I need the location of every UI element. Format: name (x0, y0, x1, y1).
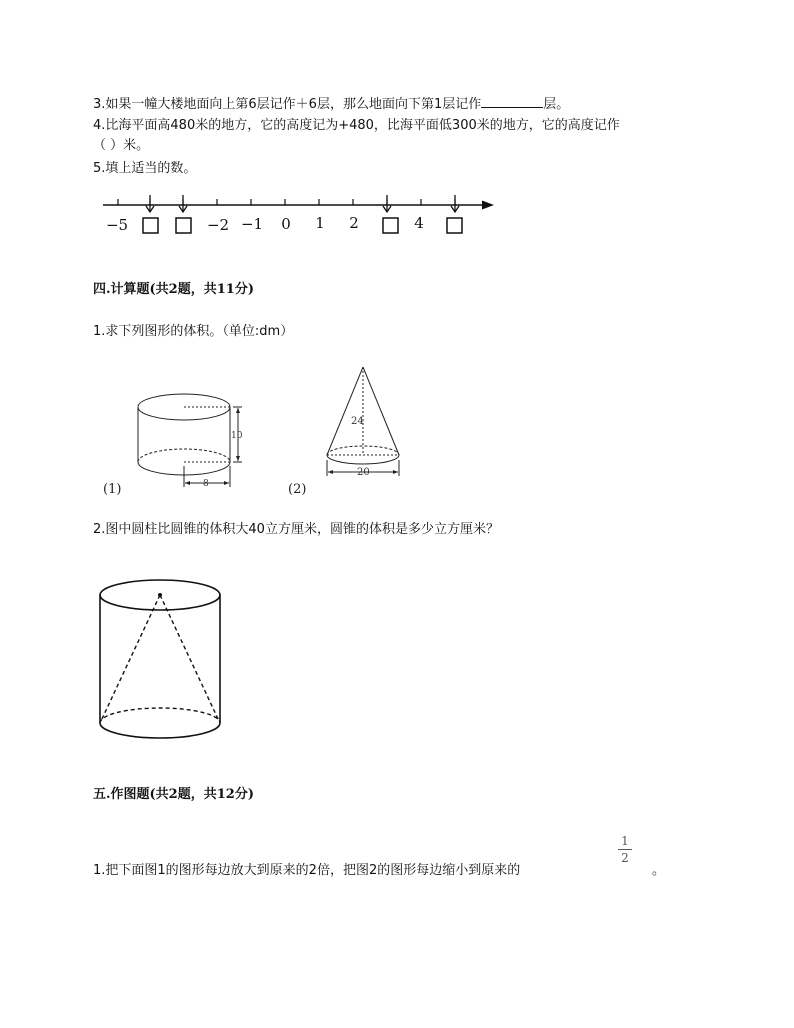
tick-label: 2 (349, 214, 359, 232)
answer-blank[interactable] (481, 95, 543, 108)
number-line (0, 185, 794, 245)
fraction-denominator: 2 (621, 851, 629, 865)
cylinder-figure (95, 380, 265, 500)
fraction-bar (618, 849, 632, 850)
tick-label: −5 (105, 216, 129, 234)
cone-base-front (327, 455, 399, 464)
down-arrow-icon (451, 195, 459, 212)
fraction-numerator: 1 (621, 834, 629, 848)
answer-box[interactable] (447, 218, 462, 233)
arrow-head-icon (482, 201, 494, 210)
section-4-heading: 四.计算题(共2题，共11分) (93, 282, 254, 297)
height-label: 10 (231, 431, 243, 441)
cylinder-bottom-front (100, 723, 220, 738)
question-5-1-end: 。 (652, 863, 666, 878)
down-arrow-icon (179, 195, 187, 212)
question-3-text: 3.如果一幢大楼地面向上第6层记作＋6层，那么地面向下第1层记作 (93, 97, 482, 112)
width-label: 20 (357, 467, 370, 478)
figure-1-label: (1) (103, 482, 122, 497)
tick-label: 0 (281, 215, 291, 233)
fraction-one-half (618, 834, 632, 865)
cone-side-left (101, 595, 160, 721)
question-3 (93, 95, 569, 113)
question-4-2: 2.图中圆柱比圆锥的体积大40立方厘米，圆锥的体积是多少立方厘米？ (93, 522, 499, 537)
height-label: 24 (351, 416, 364, 427)
question-4-line2: （ ）米。 (93, 138, 150, 153)
down-arrow-icon (146, 195, 154, 212)
answer-box[interactable] (143, 218, 158, 233)
question-3-suffix: 层。 (543, 97, 570, 112)
answer-box[interactable] (383, 218, 398, 233)
down-arrows (146, 195, 459, 212)
cylinder-bottom-back (138, 449, 230, 462)
cone-side-right (160, 595, 219, 721)
question-5: 5.填上适当的数。 (93, 161, 197, 176)
tick-label: −1 (240, 215, 264, 233)
question-4-line1: 4.比海平面高480米的地方，它的高度记为+480，比海平面低300米的地方，它的高度记作 (93, 118, 620, 133)
answer-box[interactable] (176, 218, 191, 233)
cylinder-bottom-back (100, 708, 220, 723)
cone-apex (158, 593, 162, 597)
cone-side-left (327, 367, 363, 455)
cone-figure (280, 360, 430, 500)
tick-label: 4 (414, 214, 424, 232)
down-arrow-icon (383, 195, 391, 212)
cone-side-right (363, 367, 399, 455)
question-4-1: 1.求下列图形的体积。（单位:dm） (93, 324, 294, 339)
question-5-1: 1.把下面图1的图形每边放大到原来的2倍，把图2的图形每边缩小到原来的 (93, 863, 521, 878)
cylinder-cone-figure (90, 575, 240, 750)
tick-label: −2 (206, 216, 230, 234)
tick-label: 1 (315, 214, 325, 232)
ticks (118, 199, 455, 205)
section-5-heading: 五.作图题(共2题，共12分) (93, 787, 254, 802)
width-label: 8 (203, 479, 209, 489)
figure-2-label: (2) (288, 482, 307, 497)
